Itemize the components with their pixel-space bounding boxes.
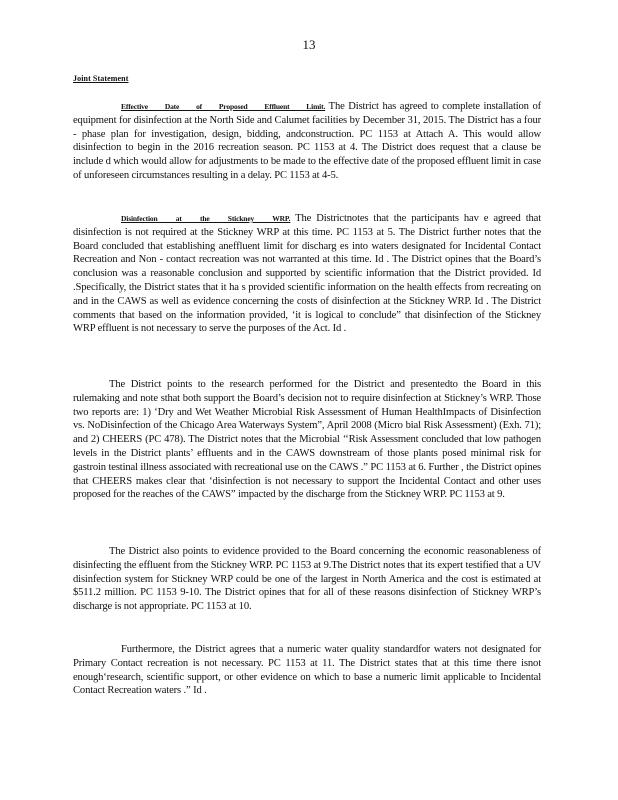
paragraph-numeric-standard: [73, 643, 541, 698]
section-heading: Joint Statement: [73, 74, 129, 83]
paragraph-lead: Disinfection at the Stickney WRP.: [121, 214, 291, 223]
paragraph-lead: Effective Date of Proposed Effluent Limit.: [121, 102, 326, 111]
paragraph-effective-date: [73, 100, 541, 183]
paragraph-stickney: [73, 212, 541, 336]
paragraph-text: The District has agreed to complete installation of equipment for disinfection at the North Side and Calumet facilities by December 31, 2015. The District has a four - phase plan for investigation, design, bidding, andconstruction. PC 1153 at Attach A. This would allow disinfection to begin in the 2016 recreation season. PC 1153 at 4. The District does request that a clause be include d which would allow for adjustments to be made to the effective date of the proposed effluent limit in case of unforeseen circumstances resulting in a delay. PC 1153 at 4-5.: [73, 101, 541, 181]
paragraph-text: The District also points to evidence provided to the Board concerning the economic reasonableness of disinfecting the effluent from the Stickney WRP. PC 1153 at 9.The District notes that its expert testified that a UV disinfection system for Stickney WRP could be one of the largest in North America and the cost is estimated at $511.2 million. PC 1153 9-10. The District opines that for all of these reasons disinfection of Stickney WRP’s discharge is not appropriate. PC 1153 at 10.: [73, 546, 541, 613]
paragraph-research: [73, 378, 541, 502]
paragraph-economic: [73, 545, 541, 614]
paragraph-text: The District points to the research performed for the District and presentedto the Board in this rulemaking and note sthat both support the Board’s decision not to require disinfection at Stickney’s WRP. Those two reports are: 1) ‘Dry and Wet Weather Microbial Risk Assessment of Human HealthImpacts of Disinfection vs. NoDisinfection of the Chicago Area Waterways System”, April 2008 (Micro bial Risk Assessment) (Exh. 71); and 2) CHEERS (PC 478). The District notes that the Microbial ‘‘Risk Assessment concluded that low pathogen levels in the District plants’ effluents and in the CAWS downstream of those plants posed minimal risk for gastroin testinal illness associated with recreational use on the CAWS .” PC 1153 at 6. Further , the District opines that CHEERS makes clear that ‘disinfection is not necessary to support the Incidental Contact and other uses proposed for the reaches of the CAWS” impacted by the discharge from the Stickney WRP. PC 1153 at 9.: [73, 379, 541, 501]
paragraph-text: Furthermore, the District agrees that a numeric water quality standardfor waters not designated for Primary Contact recreation is not necessary. PC 1153 at 11. The District states that at this time there isnot enough‘research, scientific support, or other evidence on which to base a numeric limit applicable to Incidental Contact Recreation waters .” Id .: [73, 644, 541, 697]
paragraph-text: The Districtnotes that the participants hav e agreed that disinfection is not required at the Stickney WRP at this time. PC 1153 at 5. The District further notes that the Board concluded that establishing aneffluent limit for discharg es into waters designated for Incidental Contact Recreation and Non - contact recreation was not warranted at this time. Id . The District opines that the Board’s conclusion was a reasonable conclusion and supported by scientific information that the District provided. Id .Specifically, the District states that it ha s provided scientific information on the health effects from recreating on and in the CAWS as well as evidence concerning the costs of disinfection at the Stickney WRP. Id . The District comments that based on the information provided, ‘it is logical to conclude” that disinfection of the Stickney WRP effluent is not necessary to serve the purposes of the Act. Id .: [73, 213, 541, 335]
page-number: 13: [302, 37, 316, 52]
